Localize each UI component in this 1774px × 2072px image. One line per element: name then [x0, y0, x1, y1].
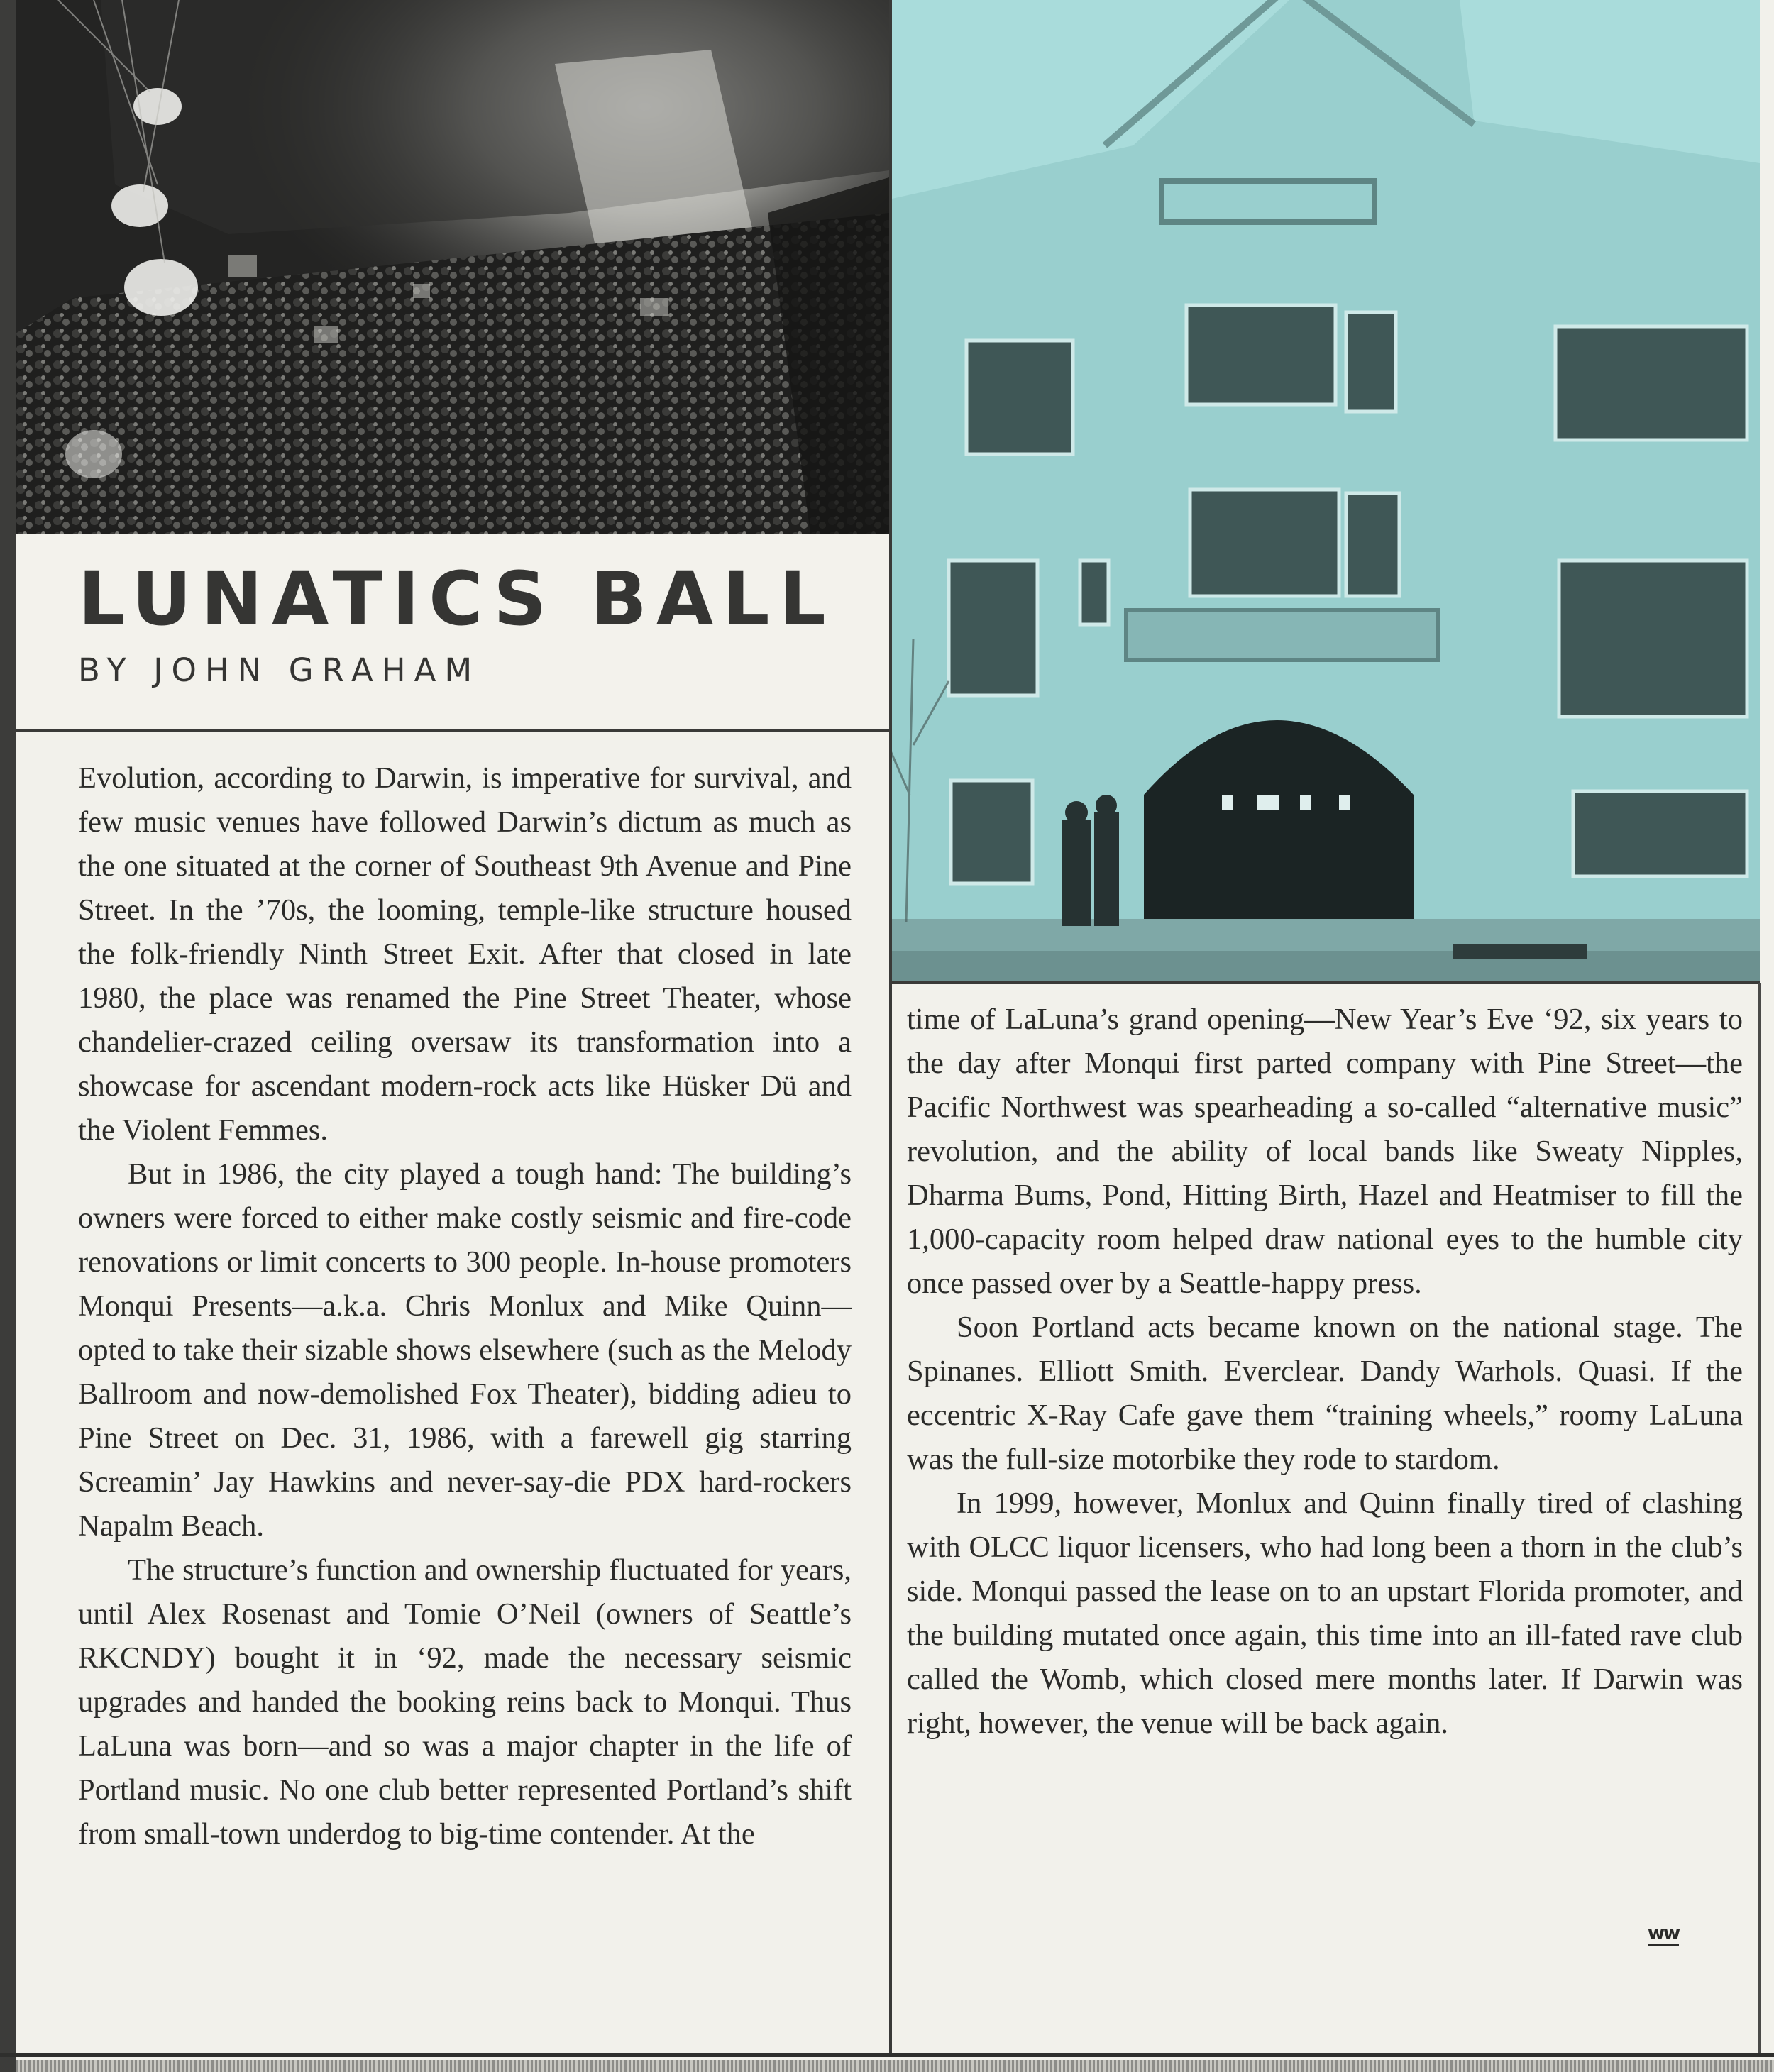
end-mark: ww — [1648, 1923, 1680, 1944]
article-paragraph: Evolution, according to Darwin, is imperative for survival, and few music venues have followed Darwin’s dictum as much as the one situated at the corner of Southeast 9th Avenue and Pine Street. In the ’70s, the looming, temple-like structure housed the folk-friendly Ninth Street Exit. After that closed in late 1980, the place was renamed the Pine Street Theater, whose chandelier-crazed ceiling oversaw its transformation into a showcase for ascendant modern-rock acts like Hüsker Dü and the Violent Femmes. — [78, 761, 852, 1147]
article-column-left — [78, 756, 852, 1856]
headline-block — [16, 534, 889, 732]
building-exterior-photo — [892, 0, 1760, 984]
article-paragraph: In 1999, however, Monlux and Quinn finally tired of clashing with OLCC liquor licensers, who had long been a thorn in the club’s side. Monqui passed the lease on to an upstart Florida promoter, and the building mutated once again, this time into an ill-fated rave club called the Womb, which closed mere months later. If Darwin was right, however, the venue will be back again. — [907, 1487, 1743, 1740]
article-headline: LUNATICS BALL — [78, 556, 835, 642]
article-paragraph: But in 1986, the city played a tough hand: The building’s owners were forced to either make costly seismic and fire-code renovations or limit concerts to 300 people. In-house promoters Monqui Presents—a.k.a. Chris Monlux and Mike Quinn—opted to take their sizable shows elsewhere (such as the Melody Ballroom and now-demolished Fox Theater), bidding adieu to Pine Street on Dec. 31, 1986, with a farewell gig starring Screamin’ Jay Hawkins and never-say-die PDX hard-rockers Napalm Beach. — [78, 1157, 852, 1543]
right-border — [1758, 983, 1761, 2054]
article-paragraph: The structure’s function and ownership fluctuated for years, until Alex Rosenast and Tomie O’Neil (owners of Seattle’s RKCNDY) bought it in ‘92, made the necessary seismic upgrades and handed the booking reins back to Monqui. Thus LaLuna was born—and so was a major chapter in the life of Portland music. No one club better represented Portland’s shift from small-town underdog to big-time contender. At the — [78, 1553, 852, 1851]
concert-crowd-photo — [16, 0, 889, 534]
bottom-border — [0, 2053, 1774, 2057]
article-paragraph: Soon Portland acts became known on the national stage. The Spinanes. Elliott Smith. Everclear. Dandy Warhols. Quasi. If the eccentric X-Ray Cafe gave them “training wheels,” roomy LaLuna was the full-size motorbike they rode to stardom. — [907, 1311, 1743, 1476]
bottom-halftone-strip — [16, 2060, 1774, 2072]
article-byline: BY JOHN GRAHAM — [78, 651, 481, 689]
column-divider — [889, 0, 892, 2054]
article-paragraph: time of LaLuna’s grand opening—New Year’s Eve ‘92, six years to the day after Monqui first parted company with Pine Street—the Pacific Northwest was spearheading a so-called “alternative music” revolution, and the ability of local bands like Sweaty Nipples, Dharma Bums, Pond, Hitting Birth, Hazel and Heatmiser to fill the 1,000-capacity room helped draw national eyes to the humble city once passed over by a Seattle-happy press. — [907, 1003, 1743, 1300]
article-column-right — [907, 998, 1743, 1746]
left-border — [0, 0, 16, 2072]
